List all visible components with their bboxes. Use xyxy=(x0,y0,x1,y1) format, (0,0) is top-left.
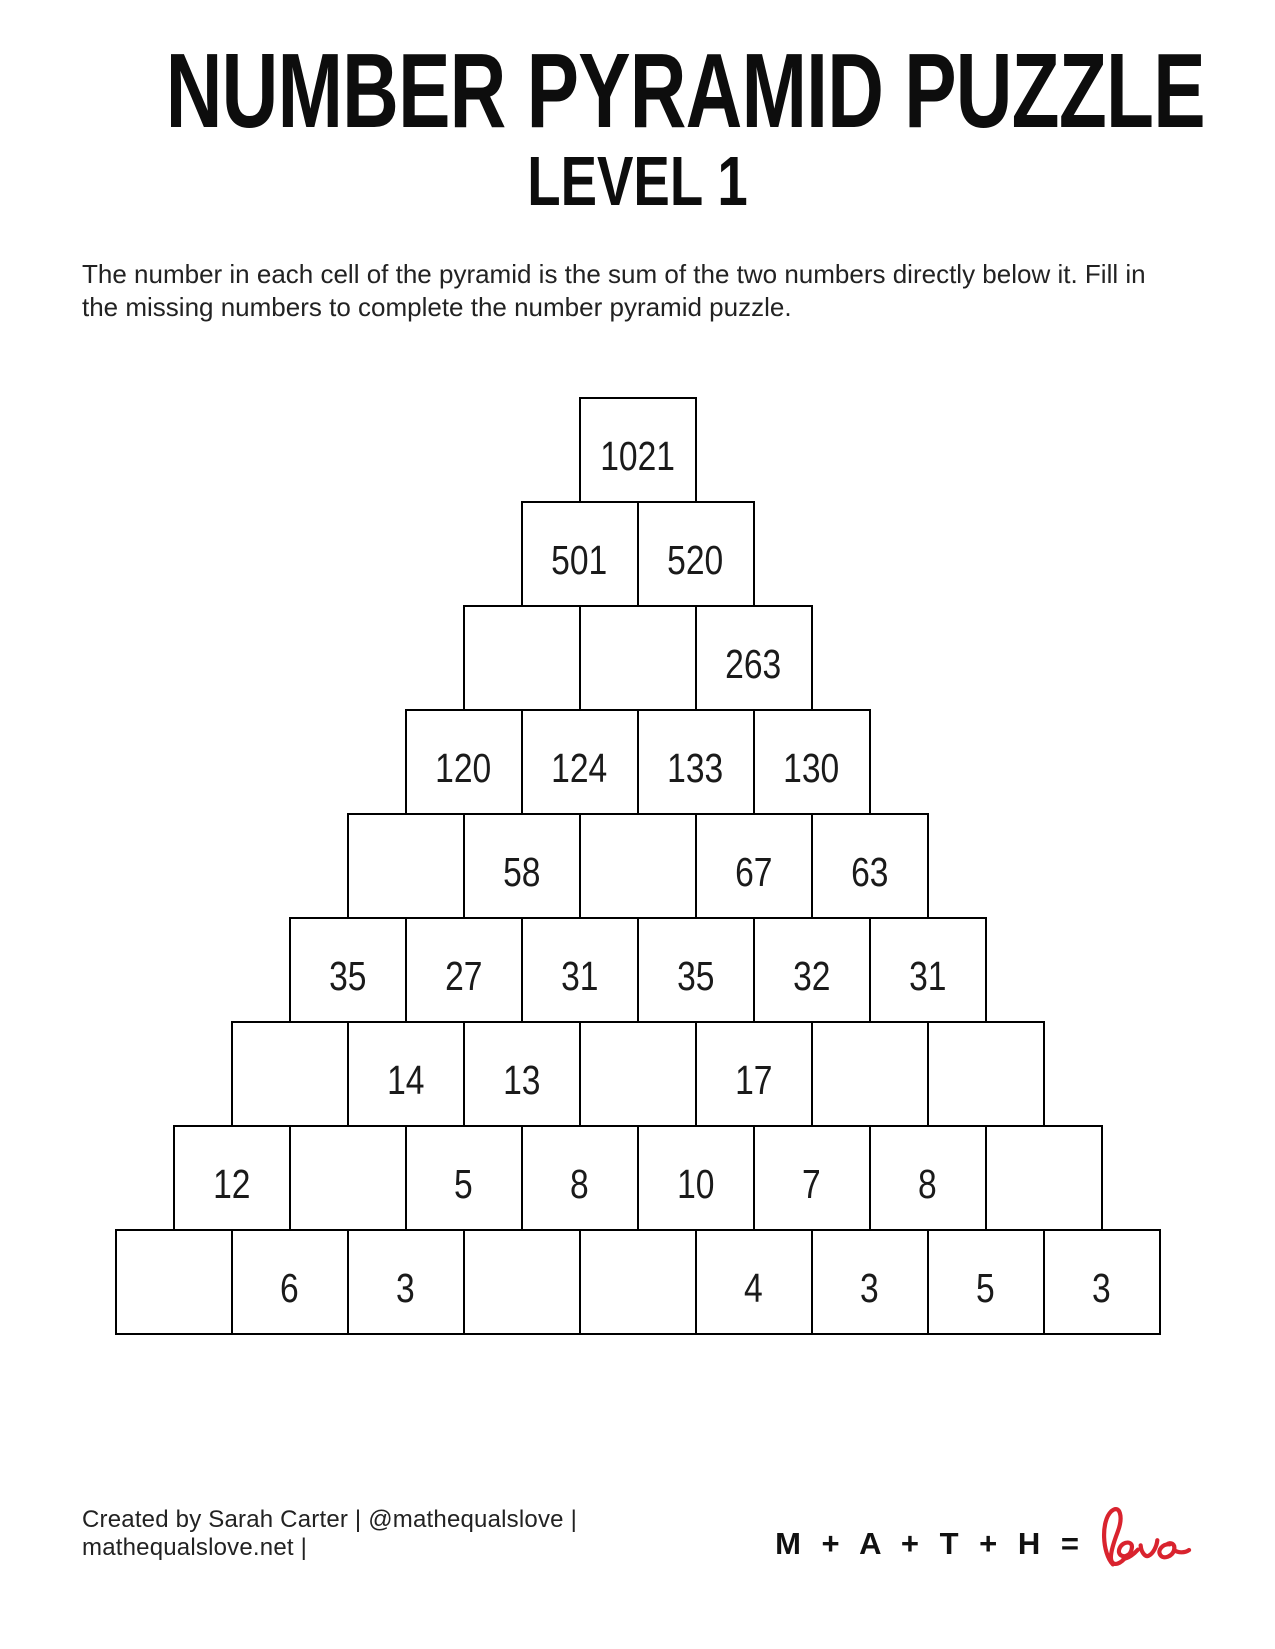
pyramid-cell xyxy=(695,605,813,711)
pyramid-cell-value: 13 xyxy=(502,1056,541,1103)
pyramid-cell-blank[interactable] xyxy=(927,1021,1045,1127)
pyramid xyxy=(0,397,1275,1335)
instructions-line-1: The number in each cell of the pyramid is the sum of the two numbers directly below it. Fill in xyxy=(82,259,1146,289)
pyramid-cell-blank[interactable] xyxy=(579,813,697,919)
pyramid-cell-value: 8 xyxy=(918,1160,937,1207)
pyramid-cell-value: 63 xyxy=(850,848,889,895)
pyramid-cell xyxy=(579,397,697,503)
pyramid-cell-value: 67 xyxy=(734,848,773,895)
pyramid-cell-value: 6 xyxy=(280,1264,299,1311)
pyramid-cell-value: 31 xyxy=(908,952,947,999)
pyramid-cell xyxy=(869,917,987,1023)
pyramid-cell-value: 10 xyxy=(676,1160,715,1207)
instructions xyxy=(82,258,1195,324)
pyramid-cell-blank[interactable] xyxy=(115,1229,233,1335)
pyramid-cell xyxy=(695,1021,813,1127)
pyramid-cell-value: 3 xyxy=(1092,1264,1111,1311)
pyramid-cell-blank[interactable] xyxy=(985,1125,1103,1231)
pyramid-cell xyxy=(521,501,639,607)
pyramid-cell-value: 17 xyxy=(734,1056,773,1103)
pyramid-cell xyxy=(521,917,639,1023)
pyramid-cell xyxy=(289,917,407,1023)
pyramid-cell-value: 263 xyxy=(725,640,782,687)
pyramid-cell-value: 14 xyxy=(386,1056,425,1103)
pyramid-cell-value: 3 xyxy=(396,1264,415,1311)
pyramid-cell xyxy=(695,813,813,919)
pyramid-row-6 xyxy=(0,917,1275,1023)
pyramid-row-4 xyxy=(0,709,1275,815)
footer xyxy=(82,1492,1197,1574)
pyramid-cell-value: 5 xyxy=(454,1160,473,1207)
pyramid-cell-value: 4 xyxy=(744,1264,763,1311)
pyramid-cell-value: 520 xyxy=(667,536,724,583)
page-title: NUMBER PYRAMID PUZZLE xyxy=(165,32,1205,150)
pyramid-row-2 xyxy=(0,501,1275,607)
pyramid-cell-blank[interactable] xyxy=(231,1021,349,1127)
pyramid-cell xyxy=(405,1125,523,1231)
pyramid-cell xyxy=(811,813,929,919)
pyramid-cell xyxy=(753,709,871,815)
pyramid-cell xyxy=(753,1125,871,1231)
page-subtitle: LEVEL 1 xyxy=(527,142,748,220)
pyramid-cell-blank[interactable] xyxy=(579,1021,697,1127)
love-script-icon xyxy=(1095,1498,1197,1574)
pyramid-cell xyxy=(753,917,871,1023)
pyramid-row-5 xyxy=(0,813,1275,919)
pyramid-cell-value: 3 xyxy=(860,1264,879,1311)
credit-text: Created by Sarah Carter | @mathequalslove | mathequalslove.net | xyxy=(82,1506,577,1561)
pyramid-cell-blank[interactable] xyxy=(811,1021,929,1127)
pyramid-cell-value: 1021 xyxy=(600,432,675,479)
pyramid-row-3 xyxy=(0,605,1275,711)
pyramid-cell-value: 5 xyxy=(976,1264,995,1311)
pyramid-cell-blank[interactable] xyxy=(463,1229,581,1335)
pyramid-cell-blank[interactable] xyxy=(347,813,465,919)
pyramid-row-9 xyxy=(0,1229,1275,1335)
pyramid-cell-value: 35 xyxy=(676,952,715,999)
pyramid-cell-blank[interactable] xyxy=(289,1125,407,1231)
pyramid-cell xyxy=(637,1125,755,1231)
pyramid-cell xyxy=(695,1229,813,1335)
pyramid-cell xyxy=(463,1021,581,1127)
pyramid-row-7 xyxy=(0,1021,1275,1127)
pyramid-cell xyxy=(521,709,639,815)
pyramid-cell xyxy=(347,1229,465,1335)
pyramid-row-8 xyxy=(0,1125,1275,1231)
pyramid-cell-value: 133 xyxy=(667,744,724,791)
pyramid-cell xyxy=(231,1229,349,1335)
pyramid-row-1 xyxy=(0,397,1275,503)
pyramid-cell xyxy=(811,1229,929,1335)
brand-text: M + A + T + H = xyxy=(775,1526,1085,1561)
pyramid-cell-value: 27 xyxy=(444,952,483,999)
pyramid-cell xyxy=(869,1125,987,1231)
pyramid-cell-value: 58 xyxy=(502,848,541,895)
pyramid-cell-value: 12 xyxy=(212,1160,251,1207)
pyramid-cell xyxy=(173,1125,291,1231)
pyramid-cell xyxy=(463,813,581,919)
pyramid-cell-value: 124 xyxy=(551,744,608,791)
pyramid-cell-value: 130 xyxy=(783,744,840,791)
pyramid-cell-value: 7 xyxy=(802,1160,821,1207)
pyramid-cell xyxy=(1043,1229,1161,1335)
pyramid-cell-value: 31 xyxy=(560,952,599,999)
pyramid-cell-blank[interactable] xyxy=(579,605,697,711)
pyramid-cell xyxy=(637,501,755,607)
pyramid-cell-value: 8 xyxy=(570,1160,589,1207)
pyramid-cell-blank[interactable] xyxy=(463,605,581,711)
pyramid-cell xyxy=(637,709,755,815)
pyramid-cell xyxy=(521,1125,639,1231)
pyramid-cell-value: 501 xyxy=(551,536,608,583)
pyramid-cell-blank[interactable] xyxy=(579,1229,697,1335)
pyramid-cell-value: 32 xyxy=(792,952,831,999)
pyramid-cell-value: 35 xyxy=(328,952,367,999)
pyramid-cell xyxy=(405,917,523,1023)
pyramid-cell-value: 120 xyxy=(435,744,492,791)
pyramid-cell xyxy=(405,709,523,815)
pyramid-cell xyxy=(927,1229,1045,1335)
instructions-line-2: the missing numbers to complete the number pyramid puzzle. xyxy=(82,292,792,322)
pyramid-cell xyxy=(347,1021,465,1127)
pyramid-cell xyxy=(637,917,755,1023)
